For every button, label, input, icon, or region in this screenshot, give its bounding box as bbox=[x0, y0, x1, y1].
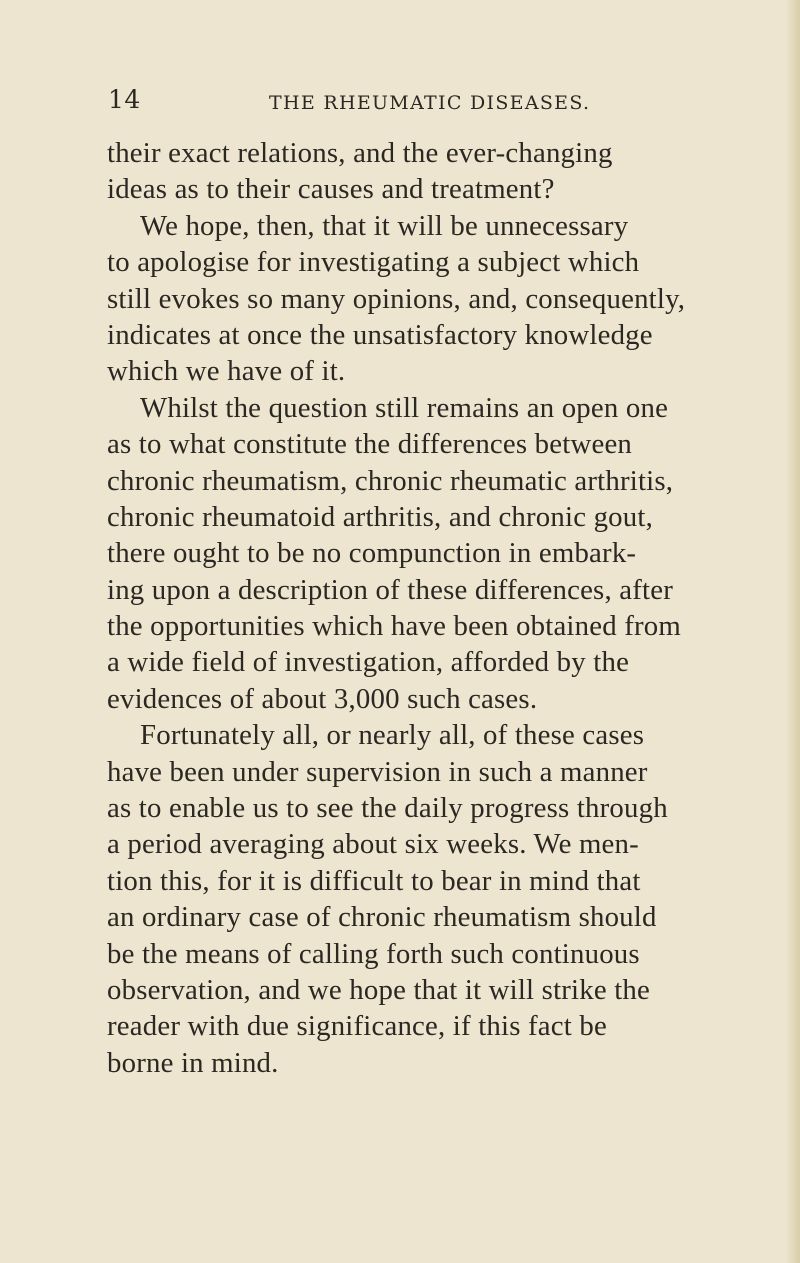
text-line: borne in mind. bbox=[107, 1046, 279, 1079]
text-line: have been under supervision in such a manner bbox=[107, 755, 648, 788]
paragraph-start-line: Fortunately all, or nearly all, of these cases bbox=[140, 719, 645, 752]
running-title: THE RHEUMATIC DISEASES. bbox=[269, 92, 591, 114]
text-line: chronic rheumatoid arthritis, and chronic gout, bbox=[107, 500, 653, 533]
text-line: chronic rheumatism, chronic rheumatic arthritis, bbox=[107, 464, 674, 497]
text-line: an ordinary case of chronic rheumatism should bbox=[107, 901, 657, 934]
text-line: which we have of it. bbox=[107, 355, 346, 388]
text-line: a wide field of investigation, afforded by the bbox=[107, 646, 630, 679]
text-line: observation, and we hope that it will strike the bbox=[107, 973, 651, 1006]
text-line: to apologise for investigating a subject which bbox=[107, 246, 640, 279]
text-line: as to enable us to see the daily progress through bbox=[107, 792, 668, 825]
text-line: a period averaging about six weeks. We men- bbox=[107, 828, 639, 861]
text-line: ideas as to their causes and treatment? bbox=[107, 173, 555, 206]
text-line: indicates at once the unsatisfactory knowledge bbox=[107, 318, 653, 351]
paragraph-start-line: Whilst the question still remains an open one bbox=[140, 391, 669, 424]
paragraph-start-line: We hope, then, that it will be unnecessary bbox=[140, 209, 629, 242]
page-number: 14 bbox=[108, 85, 141, 114]
text-line: the opportunities which have been obtained from bbox=[107, 610, 681, 643]
text-line: evidences of about 3,000 such cases. bbox=[107, 682, 538, 715]
text-line: there ought to be no compunction in embark- bbox=[107, 537, 637, 570]
text-line: reader with due significance, if this fact be bbox=[107, 1010, 607, 1043]
text-line: their exact relations, and the ever-changing bbox=[107, 137, 613, 169]
text-line: tion this, for it is difficult to bear in mind that bbox=[107, 864, 641, 897]
text-line: still evokes so many opinions, and, consequently, bbox=[107, 282, 686, 315]
body-text bbox=[107, 135, 797, 1081]
running-head bbox=[108, 85, 800, 125]
text-line: ing upon a description of these differences, after bbox=[107, 573, 673, 606]
text-line: as to what constitute the differences between bbox=[107, 428, 633, 461]
text-line: be the means of calling forth such continuous bbox=[107, 937, 640, 970]
